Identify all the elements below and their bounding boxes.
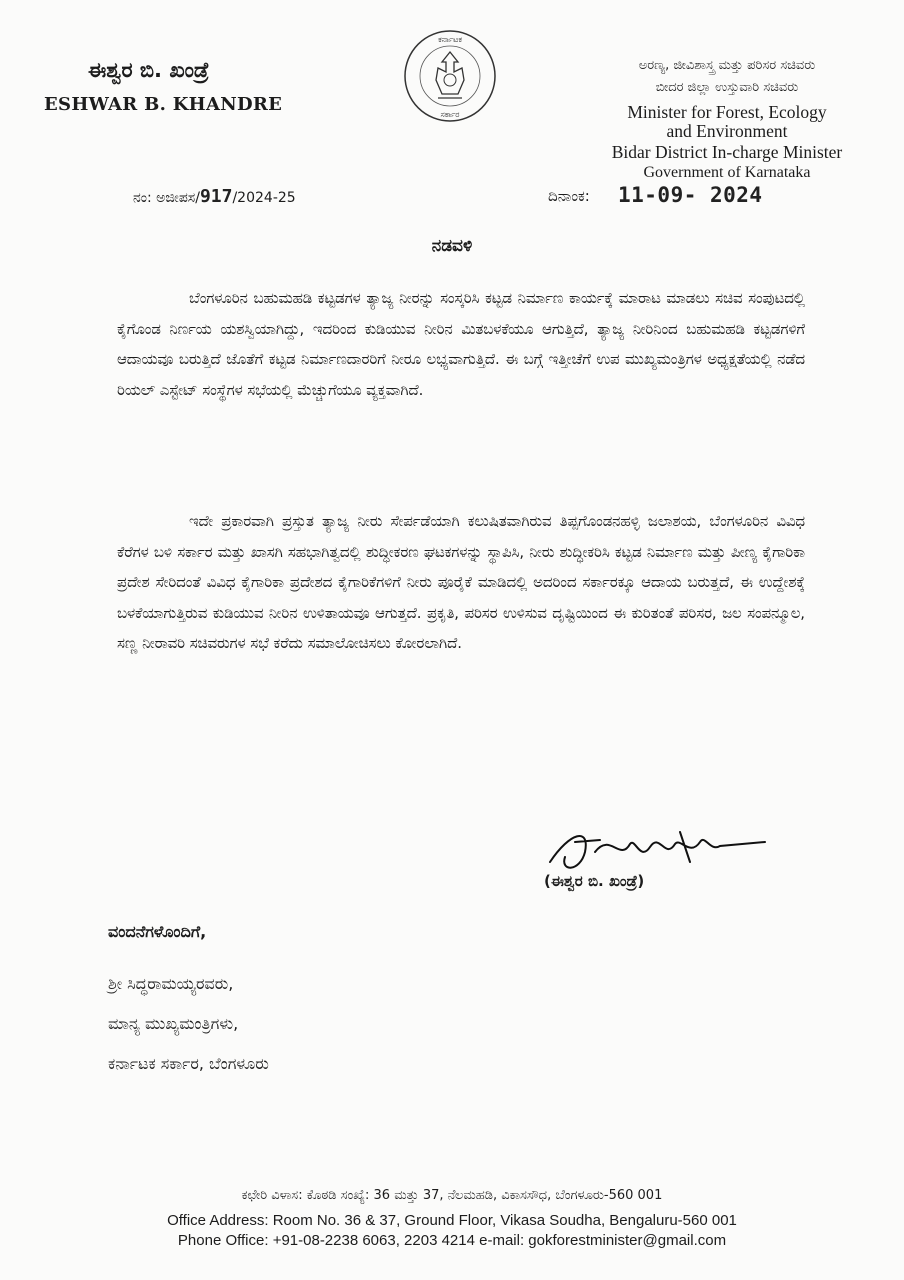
date-label: ದಿನಾಂಕ:	[548, 187, 590, 205]
reference-handwritten-number: 917	[199, 186, 233, 207]
date-value: 11-09- 2024	[618, 183, 763, 207]
designation-kannada-line2: ಬೀದರ ಜಿಲ್ಲಾ ಉಸ್ತುವಾರಿ ಸಚಿವರು	[655, 80, 799, 95]
designation-english-line4: Government of Karnataka	[643, 164, 811, 181]
designation-english-line3: Bidar District In-charge Minister	[611, 142, 843, 162]
body-paragraph-2: ಇದೇ ಪ್ರಕಾರವಾಗಿ ಪ್ರಸ್ತುತ ತ್ಯಾಜ್ಯ ನೀರು ಸೇರ್ಪಡೆಯಾಗಿ ಕಲುಷಿತವಾಗಿರುವ ತಿಪ್ಪಗೊಂಡನಹಳ್ಳಿ ಜಲಾಶಯ, ಬೆಂಗಳೂರಿನ ವಿವಿಧ ಕೆರೆಗಳ ಬಳಿ ಸರ್ಕಾರ ಮತ್ತು ಖಾಸಗಿ ಸಹಭಾಗಿತ್ವದಲ್ಲಿ ಶುದ್ಧೀಕರಣ ಘಟಕಗಳನ್ನು ಸ್ಥಾಪಿಸಿ, ನೀರು ಶುದ್ಧೀಕರಿಸಿ ಕಟ್ಟಡ ನಿರ್ಮಾಣ ಮತ್ತು ಪೀಣ್ಯ ಕೈಗಾರಿಕಾ ಪ್ರದೇಶ ಸೇರಿದಂತೆ ವಿವಿಧ ಕೈಗಾರಿಕಾ ಪ್ರದೇಶದ ಕೈಗಾರಿಕೆಗಳಿಗೆ ನೀರು ಪೂರೈಕೆ ಮಾಡಿದಲ್ಲಿ ಅದರಿಂದ ಸರ್ಕಾರಕ್ಕೂ ಆದಾಯ ಬರುತ್ತದೆ, ಈ ಉದ್ದೇಶಕ್ಕೆ ಬಳಕೆಯಾಗುತ್ತಿರುವ ಕುಡಿಯುವ ನೀರಿನ ಉಳಿತಾಯವೂ ಆಗುತ್ತದೆ. ಪ್ರಕೃತಿ, ಪರಿಸರ ಉಳಿಸುವ ದೃಷ್ಟಿಯಿಂದ ಈ ಕುರಿತಂತೆ ಪರಿಸರ, ಜಲ ಸಂಪನ್ಮೂಲ, ಸಣ್ಣ ನೀರಾವರಿ ಸಚಿವರುಗಳ ಸಭೆ ಕರೆದು ಸಮಾಲೋಚಿಸಲು ಕೋರಲಾಗಿದೆ.	[117, 513, 805, 652]
document-heading: ನಡವಳಿ	[431, 236, 473, 256]
footer-address-english: Office Address: Room No. 36 & 37, Ground Floor, Vikasa Soudha, Bengaluru-560 001	[167, 1212, 737, 1229]
designation-kannada-line1: ಅರಣ್ಯ, ಜೀವಿಶಾಸ್ತ್ರ ಮತ್ತು ಪರಿಸರ ಸಚಿವರು	[638, 58, 816, 73]
seal-text-top: ಕರ್ನಾಟಕ	[438, 35, 462, 44]
reference-prefix: ನಂ: ಅಜೀಪಸ/	[133, 190, 200, 206]
minister-name-kannada: ಈಶ್ವರ ಬಿ. ಖಂಡ್ರೆ	[88, 58, 210, 82]
footer-contact: Phone Office: +91-08-2238 6063, 2203 4214 e-mail: gokforestminister@gmail.com	[177, 1232, 727, 1249]
addressee-line-1: ಶ್ರೀ ಸಿದ್ಧರಾಮಯ್ಯರವರು,	[108, 974, 234, 993]
signatory-name: (ಈಶ್ವರ ಬಿ. ಖಂಡ್ರೆ)	[544, 872, 645, 890]
minister-name-english: ESHWAR B. KHANDRE	[44, 94, 283, 115]
designation-english-line2: and Environment	[666, 121, 788, 141]
karnataka-emblem-seal	[402, 28, 498, 124]
body-paragraph-1: ಬೆಂಗಳೂರಿನ ಬಹುಮಹಡಿ ಕಟ್ಟಡಗಳ ತ್ಯಾಜ್ಯ ನೀರನ್ನು ಸಂಸ್ಕರಿಸಿ ಕಟ್ಟಡ ನಿರ್ಮಾಣ ಕಾರ್ಯಕ್ಕೆ ಮಾರಾಟ ಮಾಡಲು ಸಚಿವ ಸಂಪುಟದಲ್ಲಿ ಕೈಗೊಂಡ ನಿರ್ಣಯ ಯಶಸ್ವಿಯಾಗಿದ್ದು, ಇದರಿಂದ ಕುಡಿಯುವ ನೀರಿನ ಮಿತಬಳಕೆಯೂ ಆಗುತ್ತಿದೆ, ತ್ಯಾಜ್ಯ ನೀರಿನಿಂದ ಬಹುಮಹಡಿ ಕಟ್ಟಡಗಳಿಗೆ ಆದಾಯವೂ ಬರುತ್ತಿದೆ ಜೊತೆಗೆ ಕಟ್ಟಡ ನಿರ್ಮಾಣದಾರರಿಗೆ ನೀರೂ ಲಭ್ಯವಾಗುತ್ತಿದೆ. ಈ ಬಗ್ಗೆ ಇತ್ತೀಚೆಗೆ ಉಪ ಮುಖ್ಯಮಂತ್ರಿಗಳ ಅಧ್ಯಕ್ಷತೆಯಲ್ಲಿ ನಡೆದ ರಿಯಲ್ ಎಸ್ಟೇಟ್ ಸಂಸ್ಥೆಗಳ ಸಭೆಯಲ್ಲಿ ಮೆಚ್ಚುಗೆಯೂ ವ್ಯಕ್ತವಾಗಿದೆ.	[117, 290, 805, 399]
designation-english-line1: Minister for Forest, Ecology	[627, 102, 827, 122]
seal-text-bottom: ಸರ್ಕಾರ	[440, 110, 460, 119]
footer-address-kannada: ಕಛೇರಿ ವಿಳಾಸ: ಕೊಠಡಿ ಸಂಖ್ಯೆ: 36 ಮತ್ತು 37, ನೆಲಮಹಡಿ, ವಿಕಾಸಸೌಧ, ಬೆಂಗಳೂರು-560 001	[241, 1188, 663, 1203]
reference-number	[133, 186, 296, 207]
reference-suffix: /2024-25	[232, 190, 296, 206]
addressee-line-3: ಕರ್ನಾಟಕ ಸರ್ಕಾರ, ಬೆಂಗಳೂರು	[108, 1054, 269, 1073]
addressee-line-2: ಮಾನ್ಯ ಮುಖ್ಯಮಂತ್ರಿಗಳು,	[108, 1014, 239, 1033]
closing-greeting: ವಂದನೆಗಳೊಂದಿಗೆ,	[108, 922, 207, 941]
